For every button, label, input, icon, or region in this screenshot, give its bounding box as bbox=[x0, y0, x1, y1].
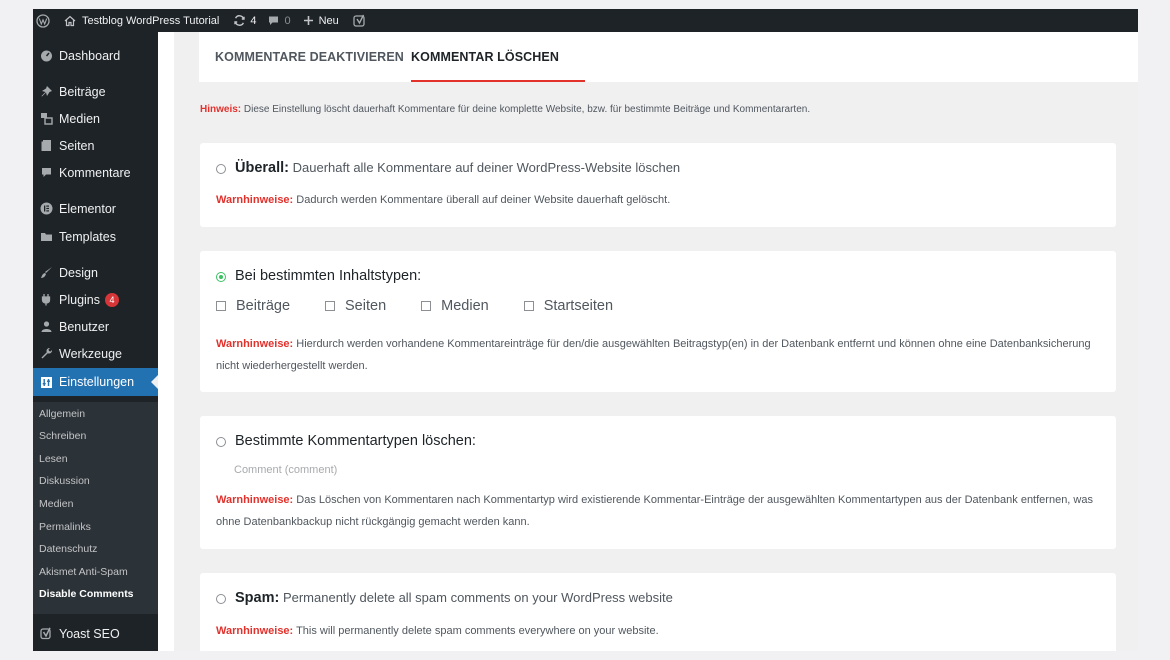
sidebar-item-label: Benutzer bbox=[59, 319, 110, 334]
submenu-item-disable-comments[interactable]: Disable Comments bbox=[39, 588, 134, 600]
checkbox-seiten[interactable] bbox=[325, 298, 386, 314]
admin-sidebar bbox=[33, 32, 158, 651]
warning-label: Warnhinweise: bbox=[216, 338, 294, 350]
comments-count: 0 bbox=[284, 14, 291, 27]
option-everywhere-title: Überall: bbox=[235, 160, 289, 176]
settings-tabs bbox=[199, 32, 1138, 82]
yoast-icon bbox=[353, 14, 367, 28]
sidebar-item-benutzer[interactable] bbox=[33, 313, 158, 340]
checkbox-label: Startseiten bbox=[543, 298, 614, 314]
yoast-icon bbox=[33, 627, 59, 640]
content-gutter bbox=[158, 32, 174, 651]
sidebar-item-label: Kommentare bbox=[59, 165, 131, 180]
notice-label: Hinweis: bbox=[200, 104, 242, 115]
sidebar-item-label: Beiträge bbox=[59, 84, 106, 99]
sidebar-item-yoast-seo[interactable] bbox=[33, 620, 158, 647]
option-comment-types-warning bbox=[216, 489, 1096, 533]
sidebar-item-label: Seiten bbox=[59, 138, 95, 153]
new-label: Neu bbox=[318, 14, 339, 27]
option-everywhere-desc: Dauerhaft alle Kommentare auf deiner WordPress-Website löschen bbox=[289, 160, 681, 175]
sidebar-item-seiten[interactable] bbox=[33, 132, 158, 159]
checkbox-startseiten[interactable] bbox=[524, 298, 613, 314]
updates-icon bbox=[233, 14, 246, 27]
tab-disable-comments[interactable]: KOMMENTARE DEAKTIVIEREN bbox=[215, 50, 404, 64]
dashboard-icon bbox=[33, 49, 59, 62]
checkbox-box bbox=[421, 301, 431, 311]
home-icon bbox=[64, 15, 76, 27]
submenu-item-allgemein[interactable]: Allgemein bbox=[39, 408, 86, 420]
updates-count: 4 bbox=[250, 14, 257, 27]
wrench-icon bbox=[33, 347, 59, 360]
option-comment-types-card bbox=[200, 416, 1116, 549]
sidebar-item-kommentare[interactable] bbox=[33, 159, 158, 186]
plugin-icon bbox=[33, 293, 59, 306]
checkbox-beitraege[interactable] bbox=[216, 298, 290, 314]
option-post-types-title[interactable]: Bei bestimmten Inhaltstypen: bbox=[235, 268, 422, 284]
option-everywhere-label[interactable] bbox=[235, 160, 680, 176]
pin-icon bbox=[33, 85, 59, 98]
checkbox-label: Seiten bbox=[345, 298, 387, 314]
warning-text: Dadurch werden Kommentare überall auf deiner Website dauerhaft gelöscht. bbox=[293, 194, 671, 206]
admin-bar bbox=[33, 9, 1138, 32]
warning-label: Warnhinweise: bbox=[216, 494, 294, 506]
submenu-item-medien[interactable]: Medien bbox=[39, 498, 74, 510]
radio-post-types[interactable] bbox=[216, 272, 226, 282]
post-type-checkboxes bbox=[216, 298, 648, 314]
comment-type-select[interactable]: Comment (comment) bbox=[234, 464, 338, 476]
sidebar-item-label: Templates bbox=[59, 229, 116, 244]
sidebar-item-label: Elementor bbox=[59, 201, 116, 216]
sidebar-item-label: Dashboard bbox=[59, 48, 121, 63]
sidebar-item-label: Einstellungen bbox=[59, 375, 135, 389]
delete-notice bbox=[200, 104, 810, 115]
plugins-update-badge: 4 bbox=[105, 293, 119, 307]
tab-delete-comments[interactable]: KOMMENTAR LÖSCHEN bbox=[411, 50, 559, 64]
plus-icon bbox=[303, 15, 314, 26]
comment-bubble-icon bbox=[268, 15, 279, 26]
brush-icon bbox=[33, 266, 59, 279]
checkbox-box bbox=[216, 301, 226, 311]
option-post-types-warning bbox=[216, 333, 1101, 377]
option-everywhere-card bbox=[200, 143, 1116, 227]
sidebar-item-dashboard[interactable] bbox=[33, 42, 158, 69]
submenu-item-akismet[interactable]: Akismet Anti-Spam bbox=[39, 566, 128, 578]
site-name: Testblog WordPress Tutorial bbox=[82, 14, 220, 27]
new-content-button[interactable] bbox=[297, 9, 345, 32]
option-spam-card bbox=[200, 573, 1116, 651]
sidebar-item-elementor[interactable] bbox=[33, 195, 158, 222]
option-spam-warning bbox=[216, 620, 1096, 642]
updates-button[interactable] bbox=[225, 9, 262, 32]
warning-text: Hierdurch werden vorhandene Kommentareinträge für den/die ausgewählten Beitragstyp(en) in der Datenbank entfernt und können ohne eine Datenbanksicherung nicht wiederhergestellt werden. bbox=[216, 338, 1091, 372]
submenu-item-lesen[interactable]: Lesen bbox=[39, 453, 68, 465]
checkbox-label: Beiträge bbox=[236, 298, 291, 314]
sidebar-item-einstellungen[interactable] bbox=[33, 368, 158, 396]
sidebar-item-label: Yoast SEO bbox=[59, 626, 120, 641]
option-spam-title: Spam: bbox=[235, 590, 280, 606]
submenu-item-permalinks[interactable]: Permalinks bbox=[39, 521, 91, 533]
sidebar-item-plugins[interactable] bbox=[33, 286, 158, 313]
comments-button[interactable] bbox=[262, 9, 296, 32]
sidebar-item-templates[interactable] bbox=[33, 223, 158, 250]
yoast-adminbar-button[interactable] bbox=[345, 9, 373, 32]
checkbox-label: Medien bbox=[441, 298, 489, 314]
folder-icon bbox=[33, 230, 59, 243]
page-icon bbox=[33, 139, 59, 152]
option-comment-types-title[interactable]: Bestimmte Kommentartypen löschen: bbox=[235, 433, 476, 449]
comment-icon bbox=[33, 166, 59, 179]
warning-label: Warnhinweise: bbox=[216, 625, 294, 637]
checkbox-box bbox=[325, 301, 335, 311]
notice-text: Diese Einstellung löscht dauerhaft Kommentare für deine komplette Website, bzw. für bestimmte Beiträge und Kommentararten. bbox=[241, 104, 811, 115]
wordpress-logo-icon bbox=[36, 14, 50, 28]
sidebar-item-label: Medien bbox=[59, 111, 100, 126]
user-icon bbox=[33, 320, 59, 333]
checkbox-medien[interactable] bbox=[421, 298, 489, 314]
sidebar-item-label: Werkzeuge bbox=[59, 346, 122, 361]
warning-label: Warnhinweise: bbox=[216, 194, 294, 206]
submenu-item-diskussion[interactable]: Diskussion bbox=[39, 475, 90, 487]
wordpress-window bbox=[33, 9, 1138, 651]
sidebar-item-label: Plugins bbox=[59, 292, 100, 307]
option-post-types-card bbox=[200, 251, 1116, 392]
warning-text: Das Löschen von Kommentaren nach Kommentartyp wird existierende Kommentar-Einträge der ausgewählten Kommentartypen aus der Datenbank entfernen, was ohne Datenbankbackup nicht rückgängig gemacht werden kann. bbox=[216, 494, 1093, 528]
sidebar-item-label: Design bbox=[59, 265, 98, 280]
site-name-link[interactable] bbox=[56, 9, 225, 32]
checkbox-box bbox=[524, 301, 534, 311]
option-spam-label[interactable] bbox=[235, 590, 673, 606]
radio-everywhere[interactable] bbox=[216, 164, 226, 174]
radio-spam[interactable] bbox=[216, 594, 226, 604]
radio-comment-types[interactable] bbox=[216, 437, 226, 447]
submenu-item-schreiben[interactable]: Schreiben bbox=[39, 430, 87, 442]
settings-icon bbox=[33, 376, 59, 389]
active-tab-indicator bbox=[411, 80, 585, 82]
sidebar-item-medien[interactable] bbox=[33, 105, 158, 132]
sidebar-item-design[interactable] bbox=[33, 259, 158, 286]
elementor-icon bbox=[33, 202, 59, 215]
media-icon bbox=[33, 112, 59, 125]
option-spam-desc: Permanently delete all spam comments on your WordPress website bbox=[279, 590, 673, 605]
sidebar-item-beitraege[interactable] bbox=[33, 78, 158, 105]
warning-text: This will permanently delete spam comments everywhere on your website. bbox=[293, 625, 659, 637]
sidebar-item-werkzeuge[interactable] bbox=[33, 340, 158, 367]
option-everywhere-warning bbox=[216, 189, 1096, 211]
wp-logo-button[interactable] bbox=[33, 9, 56, 32]
submenu-item-datenschutz[interactable]: Datenschutz bbox=[39, 543, 98, 555]
